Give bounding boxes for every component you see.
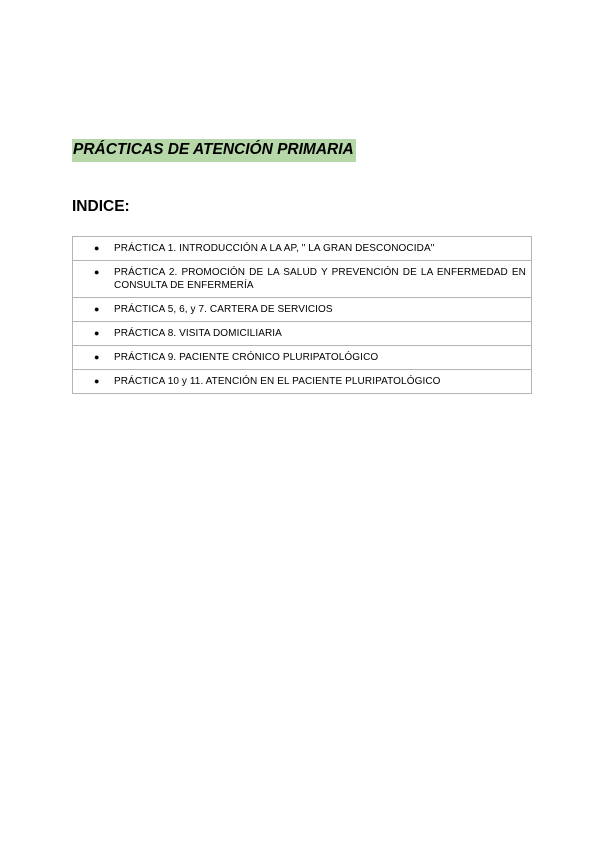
- bullet-icon: ●: [94, 304, 100, 314]
- bullet-icon: ●: [94, 376, 100, 386]
- index-cell: [73, 346, 532, 370]
- index-cell: [73, 237, 532, 261]
- index-heading: INDICE:: [72, 198, 130, 215]
- bullet-icon: ●: [94, 243, 100, 253]
- index-cell: [73, 261, 532, 298]
- bullet-icon: ●: [94, 352, 100, 362]
- index-row: [73, 237, 532, 261]
- index-entry-practica-5-6-7: PRÁCTICA 5, 6, y 7. CARTERA DE SERVICIOS: [114, 304, 333, 315]
- index-entry-practica-9: PRÁCTICA 9. PACIENTE CRÓNICO PLURIPATOLÓGICO: [114, 352, 379, 363]
- index-entry-practica-8: PRÁCTICA 8. VISITA DOMICILIARIA: [114, 328, 282, 339]
- index-entry-practica-2: PRÁCTICA 2. PROMOCIÓN DE LA SALUD Y PREVENCIÓN DE LA ENFERMEDAD EN CONSULTA DE ENFERMERÍA: [114, 267, 526, 291]
- index-row: [73, 322, 532, 346]
- index-row: [73, 261, 532, 298]
- index-row: [73, 346, 532, 370]
- index-entry-practica-10-11: PRÁCTICA 10 y 11. ATENCIÓN EN EL PACIENTE PLURIPATOLÓGICO: [114, 376, 441, 387]
- bullet-icon: ●: [94, 267, 100, 277]
- index-entry-practica-1: PRÁCTICA 1. INTRODUCCIÓN A LA AP, " LA GRAN DESCONOCIDA": [114, 243, 435, 254]
- index-row: [73, 298, 532, 322]
- document-title: PRÁCTICAS DE ATENCIÓN PRIMARIA: [72, 139, 356, 162]
- index-cell: [73, 370, 532, 394]
- index-row: [73, 370, 532, 394]
- title-block: [72, 139, 356, 162]
- index-cell: [73, 298, 532, 322]
- index-table: [72, 236, 532, 394]
- index-cell: [73, 322, 532, 346]
- bullet-icon: ●: [94, 328, 100, 338]
